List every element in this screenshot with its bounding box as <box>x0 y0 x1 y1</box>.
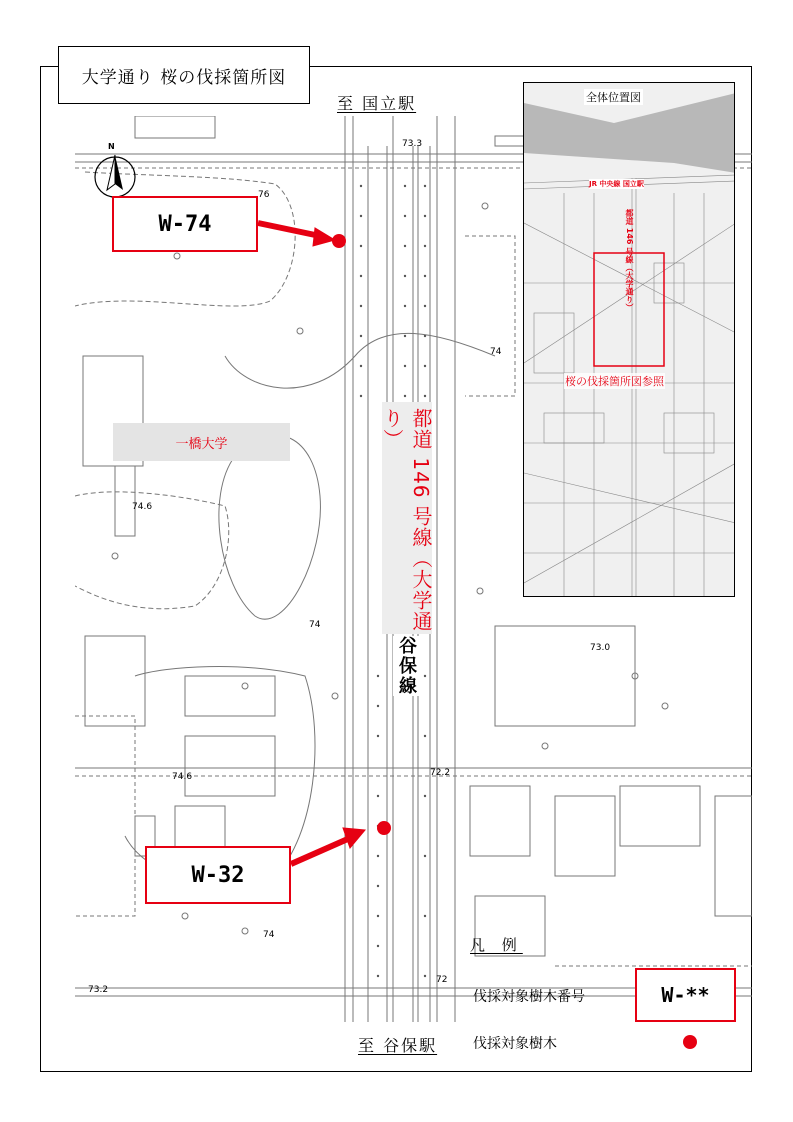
elevation-label: 74 <box>309 620 321 630</box>
felling-tree-marker <box>332 234 346 248</box>
legend-title: 凡 例 <box>470 936 523 954</box>
elevation-label: 74 <box>263 930 275 940</box>
felling-tree-marker <box>377 821 391 835</box>
legend-tree-marker <box>683 1035 697 1049</box>
elevation-label: 74 <box>490 347 502 357</box>
north-arrow-icon <box>90 150 140 200</box>
elevation-label: 73.2 <box>88 985 109 995</box>
legend-tag-sample: W-** <box>635 968 736 1022</box>
legend-dot-label: 伐採対象樹木 <box>473 1036 557 1052</box>
compass-label: N <box>108 142 115 151</box>
elevation-label: 72 <box>436 975 448 985</box>
road-name-label: 都道 146 号線（大学通り） <box>382 402 432 634</box>
overview-map-drawing <box>524 83 735 597</box>
overview-road-label: 都道 146 号線（大学通り） <box>625 209 634 312</box>
legend-tag-label: 伐採対象樹木番号 <box>473 989 585 1005</box>
destination-south-label: 至 谷保駅 <box>354 1033 441 1056</box>
destination-north-label: 至 国立駅 <box>333 91 420 114</box>
elevation-label: 72.2 <box>430 768 451 778</box>
university-label: 一橋大学 <box>113 423 290 461</box>
overview-map-inset <box>523 82 735 597</box>
elevation-label: 73.3 <box>402 139 423 149</box>
elevation-label: 76 <box>258 190 270 200</box>
overview-reference-label: 桜の伐採箇所図参照 <box>565 375 664 388</box>
elevation-label: 74.6 <box>172 772 193 782</box>
page-title: 大学通り 桜の伐採箇所図 <box>58 46 310 104</box>
tree-tag-w74: W-74 <box>112 196 258 252</box>
road-secondary-label: 谷保線 <box>393 636 419 696</box>
overview-station-label: JR 中央線 国立駅 <box>589 180 644 188</box>
overview-map-title: 全体位置図 <box>586 91 641 104</box>
tree-tag-w32: W-32 <box>145 846 291 904</box>
elevation-label: 74.6 <box>132 502 153 512</box>
elevation-label: 73.0 <box>590 643 611 653</box>
